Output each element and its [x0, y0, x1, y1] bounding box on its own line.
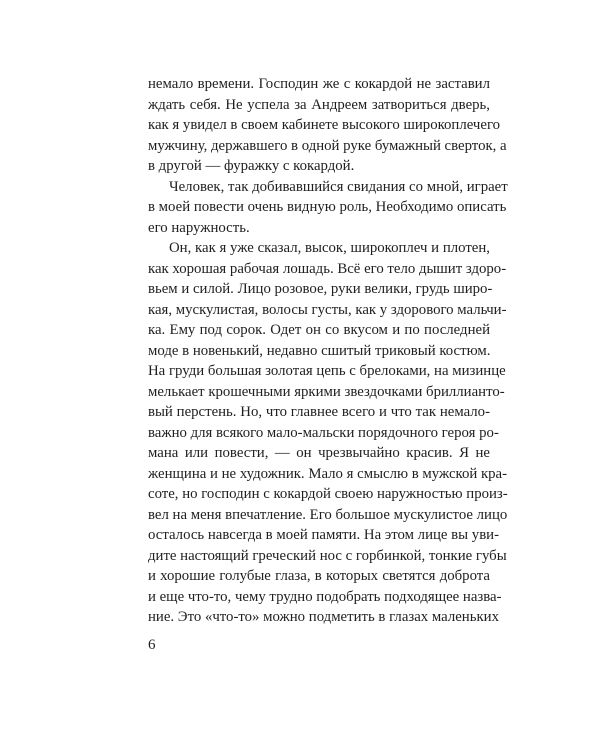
- text-line: вел на меня впечатление. Его большое мускулистое лицо: [148, 506, 508, 523]
- text-line: немало времени. Господин же с кокардой не заставил: [148, 76, 490, 92]
- page-number: 6: [148, 637, 156, 653]
- text-line: и хорошие голубые глаза, в которых светятся доброта: [148, 568, 490, 584]
- text-line: мелькает крошечными яркими звездочками бриллианто-: [148, 383, 505, 400]
- text-line: ждать себя. Не успела за Андреем затвориться дверь,: [148, 96, 490, 113]
- text-line: ка. Ему под сорок. Одет он со вкусом и по последней: [148, 322, 490, 338]
- text-line: как хорошая рабочая лошадь. Всё его тело дышит здоро-: [148, 260, 507, 277]
- text-line: дите настоящий греческий нос с горбинкой, тонкие губы: [148, 547, 507, 564]
- text-line: как я увидел в своем кабинете высокого широкоплечего: [148, 117, 501, 133]
- text-line: осталось навсегда в моей памяти. На этом лице вы уви-: [148, 527, 500, 543]
- text-line: вый перстень. Но, что главнее всего и что так немало-: [148, 404, 490, 420]
- text-line: Человек, так добивавшийся свидания со мной, играет: [169, 178, 508, 195]
- body-text: [148, 74, 508, 628]
- text-line: На груди большая золотая цепь с брелоками, на мизинце: [148, 363, 506, 379]
- text-line: Он, как я уже сказал, высок, широкоплеч и плотен,: [169, 240, 490, 256]
- text-line: моде в новенький, недавно сшитый триковый костюм.: [148, 342, 491, 359]
- text-line: кая, мускулистая, волосы густы, как у здорового мальчи-: [148, 301, 507, 318]
- text-line: женщина и не художник. Мало я смыслю в мужской кра-: [148, 465, 508, 482]
- text-line: его наружность.: [148, 219, 250, 236]
- text-line: важно для всякого мало-мальски порядочного героя ро-: [148, 424, 499, 441]
- paragraph: [148, 238, 508, 628]
- text-line: в другой — фуражку с кокардой.: [148, 158, 355, 174]
- text-line: и еще что-то, чему трудно подобрать подходящее назва-: [148, 588, 502, 605]
- paragraph: [148, 177, 508, 239]
- text-line: соте, но господин с кокардой своею наружностью произ-: [148, 486, 508, 502]
- text-line: мана или повести, — он чрезвычайно красив. Я не: [148, 445, 490, 461]
- text-line: в моей повести очень видную роль, Необходимо описать: [148, 199, 507, 215]
- text-line: вьем и силой. Лицо розовое, руки велики, грудь широ-: [148, 281, 493, 297]
- text-line: мужчину, державшего в одной руке бумажный сверток, а: [148, 137, 507, 154]
- paragraph: [148, 74, 507, 177]
- text-line: ние. Это «что-то» можно подметить в глазах маленьких: [148, 609, 499, 625]
